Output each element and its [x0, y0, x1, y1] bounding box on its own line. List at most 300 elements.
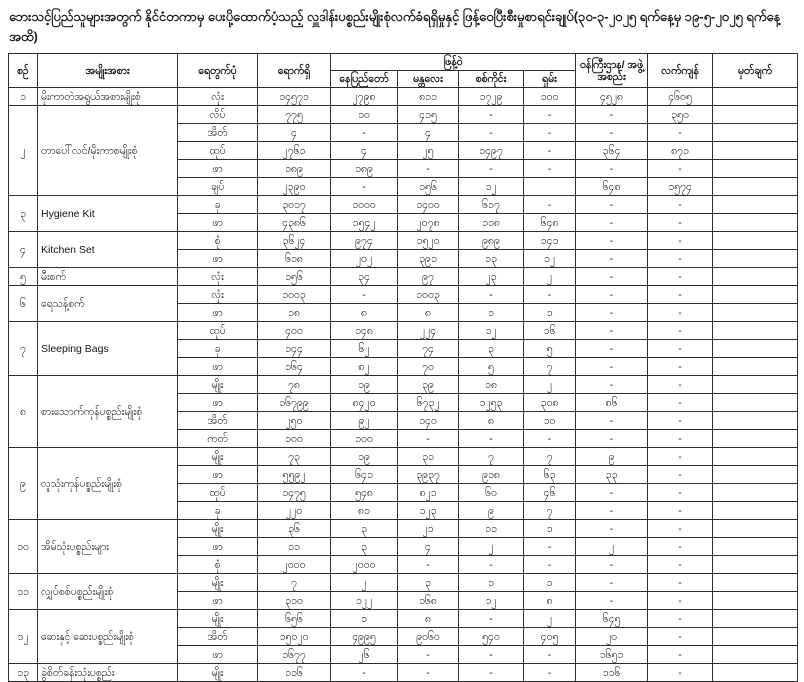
cell-unit: လုံး	[178, 268, 258, 286]
cell-unit: ကတ်	[178, 430, 258, 448]
cell-shan: ၅	[524, 340, 576, 358]
cell-ministry: -	[576, 106, 648, 124]
cell-received: ၂၃၉၀	[258, 178, 331, 196]
cell-mandalay: ၁၄၀၀	[398, 196, 459, 214]
row-number-cell: ၁၀	[9, 520, 38, 574]
cell-balance: -	[648, 430, 713, 448]
cell-received: ၁၆၄	[258, 358, 331, 376]
cell-balance: -	[648, 304, 713, 322]
table-row	[9, 88, 798, 106]
cell-balance: ၃၅၀	[648, 106, 713, 124]
cell-ministry: -	[576, 592, 648, 610]
cell-received: ၂၅၀	[258, 412, 331, 430]
table-row	[9, 610, 798, 628]
cell-shan: -	[524, 556, 576, 574]
cell-remark	[713, 538, 798, 556]
row-number-cell: ၇	[9, 322, 38, 376]
cell-unit: ခု	[178, 502, 258, 520]
cell-balance: -	[648, 232, 713, 250]
cell-shan: ၂	[524, 376, 576, 394]
row-number-cell: ၁၁	[9, 574, 38, 610]
relief-supplies-table	[8, 53, 798, 682]
cell-shan: -	[524, 160, 576, 178]
cell-unit: ထုပ်	[178, 484, 258, 502]
page-title: ဘေးသင့်ပြည်သူများအတွက် နိုင်ငံတကာမှ ပေးပို့ထောက်ပံ့သည့် လှူဒါန်းပစ္စည်းမျိုးစုံလက်ခံရရှိမှုနှင့် ဖြန့်ဝေပြီးစီးမှုစာရင်းချုပ်(၃၀-၃-၂၀၂၅ ရက်နေ့မှ ၁၉-၅-၂၀၂၅ ရက်နေ့အထိ)	[9, 9, 781, 44]
cell-shan: ၄၀၅	[524, 628, 576, 646]
cell-naypyitaw: ၄	[331, 142, 398, 160]
table-row	[9, 196, 798, 214]
cell-unit: လိပ်	[178, 106, 258, 124]
cell-received: ၁၄၇၅	[258, 484, 331, 502]
cell-remark	[713, 268, 798, 286]
cell-unit: ဖာ	[178, 304, 258, 322]
cell-remark	[713, 124, 798, 142]
cell-shan: ၁၀	[524, 412, 576, 430]
cell-balance: -	[648, 322, 713, 340]
cell-naypyitaw: ၂၇၉၈	[331, 88, 398, 106]
cell-mandalay: -	[398, 430, 459, 448]
cell-mandalay: ၁၀၀၃	[398, 286, 459, 304]
cell-sagaing: ၉၁၈	[459, 466, 524, 484]
cell-sagaing: -	[459, 286, 524, 304]
header-shan: ရှမ်း	[524, 71, 576, 88]
cell-mandalay: ၂၀၇၈	[398, 214, 459, 232]
header-mandalay: မန္တလေး	[398, 71, 459, 88]
cell-mandalay: ၄	[398, 538, 459, 556]
cell-received: ၃၁၀	[258, 592, 331, 610]
cell-remark	[713, 610, 798, 628]
cell-sagaing: ၁၁၈	[459, 214, 524, 232]
cell-ministry: ၆၄၅	[576, 610, 648, 628]
cell-shan: ၃၀၈	[524, 394, 576, 412]
cell-remark	[713, 88, 798, 106]
table-row	[9, 574, 798, 592]
cell-received: ၁၆၇၉၉	[258, 394, 331, 412]
cell-naypyitaw: ၁၀၀	[331, 430, 398, 448]
cell-mandalay: ၇၀	[398, 358, 459, 376]
header-item: အမျိုးအစား	[38, 54, 178, 88]
cell-sagaing: ၁၄၉၇	[459, 142, 524, 160]
cell-received: ၁၄၄	[258, 340, 331, 358]
cell-received: ၁၁၆	[258, 664, 331, 682]
cell-ministry: -	[576, 502, 648, 520]
cell-unit: ဖာ	[178, 214, 258, 232]
cell-received: ၂၀၀၀	[258, 556, 331, 574]
cell-naypyitaw: -	[331, 124, 398, 142]
item-name-cell: ခွဲစိတ်ခန်းသုံးပစ္စည်း	[38, 664, 178, 682]
cell-shan: -	[524, 430, 576, 448]
cell-unit: မျိုး	[178, 448, 258, 466]
item-name-cell: လျှပ်စစ်ပစ္စည်းမျိုးစုံ	[38, 574, 178, 610]
cell-received: ၁၀၀၃	[258, 286, 331, 304]
cell-ministry: ၆၄၈	[576, 178, 648, 196]
cell-shan: -	[524, 664, 576, 682]
item-name-cell: Sleeping Bags	[38, 322, 178, 376]
cell-received: ၁၅၆	[258, 268, 331, 286]
cell-remark	[713, 160, 798, 178]
header-sagaing: စစ်ကိုင်း	[459, 71, 524, 88]
cell-shan: -	[524, 646, 576, 664]
cell-shan: ၂	[524, 268, 576, 286]
cell-received: ၁၈	[258, 304, 331, 322]
cell-mandalay: ၃	[398, 574, 459, 592]
cell-ministry: -	[576, 196, 648, 214]
header-distribution: ဖြန့်ဝဲ	[331, 54, 576, 71]
cell-remark	[713, 466, 798, 484]
cell-mandalay: ၄၁၅	[398, 106, 459, 124]
table-row	[9, 232, 798, 250]
cell-shan: ၁၄၁	[524, 232, 576, 250]
cell-sagaing: ၁၂	[459, 178, 524, 196]
cell-shan: ၆၃	[524, 466, 576, 484]
cell-sagaing: ၆၁၇	[459, 196, 524, 214]
cell-unit: ထုပ်	[178, 142, 258, 160]
cell-received: ၃၀၁၇	[258, 196, 331, 214]
item-name-cell: အိမ်သုံးပစ္စည်းများ	[38, 520, 178, 574]
cell-mandalay: ၂၁	[398, 520, 459, 538]
table-row	[9, 106, 798, 124]
cell-sagaing: ၁	[459, 304, 524, 322]
cell-mandalay: ၃၉၁	[398, 250, 459, 268]
row-number-cell: ၆	[9, 286, 38, 322]
cell-shan: ၆၄၈	[524, 214, 576, 232]
cell-remark	[713, 286, 798, 304]
cell-remark	[713, 214, 798, 232]
cell-ministry: -	[576, 520, 648, 538]
cell-balance: -	[648, 520, 713, 538]
cell-naypyitaw: ၁၄၈	[331, 322, 398, 340]
cell-remark	[713, 448, 798, 466]
table-row	[9, 520, 798, 538]
cell-unit: ချပ်	[178, 178, 258, 196]
cell-mandalay: -	[398, 646, 459, 664]
cell-unit: မျိုး	[178, 520, 258, 538]
cell-ministry: -	[576, 160, 648, 178]
item-name-cell: ဆေးနှင့် ဆေးပစ္စည်းမျိုးစုံ	[38, 610, 178, 664]
cell-sagaing: ၃	[459, 340, 524, 358]
cell-mandalay: -	[398, 556, 459, 574]
cell-received: ၁၄၅၇၁	[258, 88, 331, 106]
cell-unit: မျိုး	[178, 574, 258, 592]
header-naypyitaw: နေပြည်တော်	[331, 71, 398, 88]
cell-balance: -	[648, 592, 713, 610]
item-name-cell: စားသောက်ကုန်ပစ္စည်းမျိုးစုံ	[38, 376, 178, 448]
cell-received: ၄	[258, 124, 331, 142]
cell-sagaing: -	[459, 106, 524, 124]
cell-balance: -	[648, 340, 713, 358]
cell-sagaing: -	[459, 124, 524, 142]
cell-mandalay: ၄	[398, 124, 459, 142]
cell-shan: ၈	[524, 592, 576, 610]
cell-mandalay: ၂၂၄	[398, 322, 459, 340]
cell-naypyitaw: ၁၀	[331, 106, 398, 124]
cell-balance: -	[648, 502, 713, 520]
cell-received: ၁၆၇၇	[258, 646, 331, 664]
cell-sagaing: ၁၂၅၃	[459, 394, 524, 412]
cell-remark	[713, 394, 798, 412]
cell-naypyitaw: ၁၈၉	[331, 160, 398, 178]
cell-received: ၂၂၀	[258, 502, 331, 520]
cell-ministry: ၁၆၅၁	[576, 646, 648, 664]
cell-ministry: -	[576, 286, 648, 304]
cell-remark	[713, 484, 798, 502]
cell-shan: ၄၆	[524, 484, 576, 502]
cell-sagaing: ၁၃	[459, 250, 524, 268]
cell-sagaing: ၁၈	[459, 376, 524, 394]
cell-unit: လုံး	[178, 88, 258, 106]
cell-ministry: ၁၁၆	[576, 664, 648, 682]
cell-shan: ၇	[524, 502, 576, 520]
cell-remark	[713, 376, 798, 394]
cell-mandalay: ၂၅	[398, 142, 459, 160]
cell-balance: ၈၇၁	[648, 142, 713, 160]
cell-balance: -	[648, 376, 713, 394]
table-row	[9, 322, 798, 340]
cell-mandalay: -	[398, 160, 459, 178]
cell-ministry: -	[576, 322, 648, 340]
cell-balance: -	[648, 610, 713, 628]
cell-unit: ခု	[178, 196, 258, 214]
cell-balance: ၁၅၇၄	[648, 178, 713, 196]
cell-sagaing: ၁	[459, 574, 524, 592]
cell-sagaing: ၉၈၉	[459, 232, 524, 250]
cell-remark	[713, 106, 798, 124]
cell-unit: ထုပ်	[178, 322, 258, 340]
cell-balance: -	[648, 574, 713, 592]
cell-balance: -	[648, 394, 713, 412]
cell-shan: -	[524, 106, 576, 124]
cell-balance: -	[648, 538, 713, 556]
cell-unit: ဖာ	[178, 646, 258, 664]
item-name-cell: Kitchen Set	[38, 232, 178, 268]
cell-mandalay: ၁၄၀	[398, 412, 459, 430]
cell-ministry: -	[576, 556, 648, 574]
header-balance: လက်ကျန်	[648, 54, 713, 88]
cell-balance: -	[648, 358, 713, 376]
item-name-cell: လူသုံးကုန်ပစ္စည်းမျိုးစုံ	[38, 448, 178, 520]
cell-unit: ခု	[178, 340, 258, 358]
cell-sagaing: ၁၂	[459, 592, 524, 610]
cell-remark	[713, 664, 798, 682]
row-number-cell: ၉	[9, 448, 38, 520]
cell-received: ၇၃	[258, 448, 331, 466]
cell-balance: -	[648, 484, 713, 502]
table-row	[9, 286, 798, 304]
cell-naypyitaw: ၁၉	[331, 376, 398, 394]
cell-received: ၄၃၈၆	[258, 214, 331, 232]
cell-ministry: ၂	[576, 538, 648, 556]
cell-unit: အိတ်	[178, 412, 258, 430]
cell-sagaing: ၈	[459, 412, 524, 430]
cell-remark	[713, 592, 798, 610]
row-number-cell: ၅	[9, 268, 38, 286]
cell-balance: -	[648, 160, 713, 178]
cell-balance: -	[648, 646, 713, 664]
cell-naypyitaw: ၁	[331, 610, 398, 628]
cell-mandalay: ၃၁	[398, 448, 459, 466]
cell-naypyitaw: ၃	[331, 520, 398, 538]
cell-naypyitaw: -	[331, 178, 398, 196]
cell-balance: -	[648, 214, 713, 232]
row-number-cell: ၄	[9, 232, 38, 268]
cell-unit: စုံ	[178, 556, 258, 574]
header-unit: ရေတွက်ပုံ	[178, 54, 258, 88]
row-number-cell: ၁၃	[9, 664, 38, 682]
cell-sagaing: -	[459, 556, 524, 574]
cell-sagaing: ၁၁	[459, 520, 524, 538]
item-name-cell: မိုးကာတဲအရွယ်အစားမျိုးစုံ	[38, 88, 178, 106]
cell-naypyitaw: ၅၄၈	[331, 484, 398, 502]
cell-received: ၅၅၉၂	[258, 466, 331, 484]
item-name-cell: Hygiene Kit	[38, 196, 178, 232]
cell-remark	[713, 304, 798, 322]
cell-naypyitaw: ၉၇၄	[331, 232, 398, 250]
cell-remark	[713, 232, 798, 250]
cell-remark	[713, 628, 798, 646]
cell-naypyitaw: ၃	[331, 538, 398, 556]
cell-unit: ဖာ	[178, 466, 258, 484]
cell-naypyitaw: ၈၁	[331, 502, 398, 520]
cell-balance: -	[648, 556, 713, 574]
cell-remark	[713, 340, 798, 358]
row-number-cell: ၁၂	[9, 610, 38, 664]
cell-naypyitaw: -	[331, 286, 398, 304]
cell-shan: ၁	[524, 304, 576, 322]
table-row	[9, 664, 798, 682]
cell-shan: ၁	[524, 520, 576, 538]
cell-mandalay: ၁၅၂၀	[398, 232, 459, 250]
cell-remark	[713, 430, 798, 448]
cell-mandalay: ၁၂၃	[398, 502, 459, 520]
cell-balance: -	[648, 412, 713, 430]
cell-remark	[713, 178, 798, 196]
table-header	[9, 54, 798, 88]
cell-balance: -	[648, 664, 713, 682]
cell-mandalay: ၈၁၁	[398, 88, 459, 106]
cell-received: ၁၀၀	[258, 430, 331, 448]
cell-shan: ၁၆	[524, 322, 576, 340]
cell-unit: မျိုး	[178, 664, 258, 682]
cell-unit: လုံး	[178, 286, 258, 304]
cell-ministry: -	[576, 376, 648, 394]
cell-balance: -	[648, 250, 713, 268]
cell-sagaing: -	[459, 160, 524, 178]
cell-mandalay: ၈	[398, 610, 459, 628]
cell-ministry: ၃၃	[576, 466, 648, 484]
cell-shan: ၁၂	[524, 250, 576, 268]
table-row	[9, 448, 798, 466]
cell-received: ၇၇၅	[258, 106, 331, 124]
cell-unit: ဖာ	[178, 250, 258, 268]
cell-mandalay: ၈	[398, 304, 459, 322]
cell-shan: ၂	[524, 610, 576, 628]
header-no: စဉ်	[9, 54, 38, 88]
cell-remark	[713, 358, 798, 376]
cell-balance: -	[648, 196, 713, 214]
cell-ministry: -	[576, 268, 648, 286]
cell-remark	[713, 142, 798, 160]
cell-mandalay: ၁၆၈	[398, 592, 459, 610]
cell-received: ၃၆	[258, 520, 331, 538]
cell-remark	[713, 412, 798, 430]
row-number-cell: ၃	[9, 196, 38, 232]
cell-ministry: -	[576, 430, 648, 448]
cell-sagaing: ၁၇၂၉	[459, 88, 524, 106]
cell-naypyitaw: ၁၀၀၀	[331, 196, 398, 214]
item-name-cell: တာပေါ်လင်/မိုးကာစမျိုးစုံ	[38, 106, 178, 196]
cell-received: ၆၁၈	[258, 250, 331, 268]
cell-naypyitaw: ၄၉၉၅	[331, 628, 398, 646]
cell-unit: ဖာ	[178, 160, 258, 178]
cell-mandalay: ၇၄	[398, 340, 459, 358]
cell-naypyitaw: ၂၀၀၀	[331, 556, 398, 574]
cell-ministry: -	[576, 484, 648, 502]
cell-balance: -	[648, 124, 713, 142]
cell-mandalay: -	[398, 664, 459, 682]
cell-received: ၄၀၀	[258, 322, 331, 340]
cell-unit: ဖာ	[178, 538, 258, 556]
cell-received: ၁၈၉	[258, 160, 331, 178]
cell-unit: စုံ	[178, 232, 258, 250]
cell-naypyitaw: ၂	[331, 574, 398, 592]
cell-sagaing: ၂၃	[459, 268, 524, 286]
cell-balance: -	[648, 286, 713, 304]
cell-ministry: -	[576, 574, 648, 592]
cell-ministry: ၂၀	[576, 628, 648, 646]
cell-sagaing: ၂	[459, 538, 524, 556]
cell-remark	[713, 250, 798, 268]
cell-shan: ၁	[524, 574, 576, 592]
cell-mandalay: ၆၇၃၂	[398, 394, 459, 412]
cell-remark	[713, 322, 798, 340]
cell-sagaing: ၅၄၀	[459, 628, 524, 646]
cell-balance: ၄၆၀၅	[648, 88, 713, 106]
cell-ministry: ၉	[576, 448, 648, 466]
cell-naypyitaw: ၈	[331, 304, 398, 322]
cell-naypyitaw: -	[331, 664, 398, 682]
cell-naypyitaw: ၈၂	[331, 358, 398, 376]
cell-sagaing: -	[459, 610, 524, 628]
cell-received: ၇၈	[258, 376, 331, 394]
cell-mandalay: ၈၂၁	[398, 484, 459, 502]
table-body	[9, 88, 798, 682]
cell-naypyitaw: ၁၅၄၂	[331, 214, 398, 232]
cell-ministry: -	[576, 304, 648, 322]
cell-ministry: -	[576, 250, 648, 268]
cell-received: ၃၆၂၄	[258, 232, 331, 250]
cell-ministry: -	[576, 340, 648, 358]
cell-mandalay: ၁၅၆	[398, 178, 459, 196]
cell-unit: ဖာ	[178, 394, 258, 412]
cell-ministry: ၄၅၂၈	[576, 88, 648, 106]
cell-mandalay: ၉၇	[398, 268, 459, 286]
cell-sagaing: -	[459, 430, 524, 448]
cell-mandalay: ၃၉	[398, 376, 459, 394]
cell-balance: -	[648, 448, 713, 466]
cell-naypyitaw: ၂၀၂	[331, 250, 398, 268]
cell-shan: ၇	[524, 448, 576, 466]
cell-sagaing: ၉	[459, 502, 524, 520]
table-row	[9, 268, 798, 286]
cell-unit: ဖာ	[178, 592, 258, 610]
cell-unit: မျိုး	[178, 376, 258, 394]
cell-ministry: -	[576, 232, 648, 250]
header-received: ရောက်ရှိ	[258, 54, 331, 88]
cell-naypyitaw: ၆၂	[331, 340, 398, 358]
cell-sagaing: ၅	[459, 358, 524, 376]
cell-received: ၁၁	[258, 538, 331, 556]
cell-shan: -	[524, 142, 576, 160]
